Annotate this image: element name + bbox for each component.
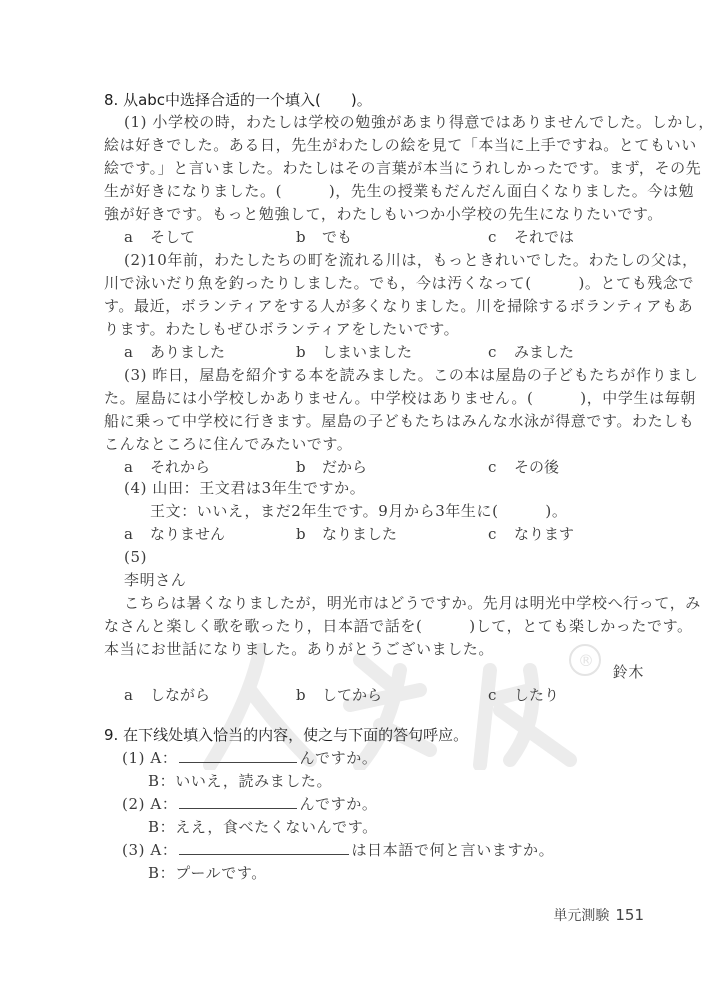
q9-item-2: (2) A： んですか。 [122, 795, 378, 813]
passage-1-line: 強が好きです。もっと勉強して，わたしもいつか小学校の先生になりたいです。 [104, 205, 663, 223]
passage-2-line: す。最近，ボランティアをする人が多くなりました。川を掃除するボランティアもあ [104, 297, 694, 315]
question-9-title: 9. 在下线处填入恰当的内容，使之与下面的答句呼应。 [104, 726, 469, 744]
passage-3-line: た。屋島には小学校しかありません。中学校はありません。( )，中学生は毎朝 [104, 389, 696, 407]
passage-3-line: 船に乗って中学校に行きます。屋島の子どもたちはみんな水泳が得意です。わたしも [104, 412, 695, 430]
dialogue-4-line: 王文：いいえ，まだ2年生です。9月から3年生に( )。 [150, 502, 568, 520]
option-b[interactable]: b でも [296, 228, 353, 246]
option-c[interactable]: c その後 [488, 458, 560, 476]
q9-answer-3: B：プールです。 [148, 864, 267, 882]
option-b[interactable]: b なりました [296, 525, 398, 543]
letter-signature: 鈴木 [612, 663, 644, 681]
q9-item-3: (3) A： は日本語で何と言いますか。 [122, 841, 555, 859]
passage-1-line: 絵は好きでした。ある日，先生がわたしの絵を見て「本当に上手ですね。とてもいい [104, 136, 697, 154]
option-c[interactable]: c みました [488, 343, 575, 361]
option-a[interactable]: a ありました [124, 343, 226, 361]
passage-5-line: こちらは暑くなりましたが，明光市はどうですか。先月は明光中学校へ行って，み [124, 594, 701, 612]
option-a[interactable]: a しながら [124, 686, 211, 704]
option-b[interactable]: b してから [296, 686, 383, 704]
answer-blank[interactable] [179, 840, 349, 855]
passage-2-line: ります。わたしもぜひボランティアをしたいです。 [104, 320, 460, 338]
question-8-title: 8. 从abc中选择合适的一个填入( )。 [104, 91, 372, 109]
page-number: 151 [615, 906, 644, 924]
passage-5-line: 本当にお世話になりました。ありがとうございました。 [104, 640, 495, 658]
passage-1-line: (1) 小学校の時，わたしは学校の勉強があまり得意ではありませんでした。しかし， [124, 113, 715, 131]
answer-blank[interactable] [179, 794, 297, 809]
passage-3-line: こんなところに住んでみたいです。 [104, 435, 353, 453]
option-c[interactable]: c したり [488, 686, 560, 704]
passage-5-label: (5) [124, 548, 148, 566]
svg-text:®: ® [578, 651, 594, 670]
option-a[interactable]: a そして [124, 228, 196, 246]
q9-answer-1: B：いいえ，読みました。 [148, 772, 333, 790]
dialogue-4-line: (4) 山田：王文君は3年生ですか。 [124, 479, 366, 497]
passage-3-line: (3) 昨日，屋島を紹介する本を読みました。この本は屋島の子どもたちが作りまし [124, 366, 699, 384]
section-title: 単元測験 [553, 908, 610, 924]
q9-item-1: (1) A： んですか。 [122, 749, 378, 767]
passage-2-line: (2)10年前，わたしたちの町を流れる川は，もっときれいでした。わたしの父は， [124, 251, 698, 269]
option-c[interactable]: c なります [488, 525, 575, 543]
passage-5-line: なさんと楽しく歌を歌ったり，日本語で話を( )して，とても楽しかったです。 [104, 617, 693, 635]
answer-blank[interactable] [179, 748, 297, 763]
q9-answer-2: B：ええ，食べたくないんです。 [148, 818, 378, 836]
passage-2-line: 川で泳いだり魚を釣ったりしました。でも，今は汚くなって( )。とても残念で [104, 274, 695, 292]
passage-1-line: 生が好きになりました。( )，先生の授業もだんだん面白くなりました。今は勉 [104, 182, 695, 200]
option-b[interactable]: b しまいました [296, 343, 413, 361]
option-a[interactable]: a なりません [124, 525, 226, 543]
option-b[interactable]: b だから [296, 458, 368, 476]
page-footer [553, 905, 644, 925]
passage-1-line: 絵です。」と言いました。わたしはその言葉が本当にうれしかったです。まず，その先 [104, 159, 702, 177]
option-a[interactable]: a それから [124, 458, 211, 476]
letter-salutation: 李明さん [124, 571, 187, 589]
option-c[interactable]: c それでは [488, 228, 575, 246]
